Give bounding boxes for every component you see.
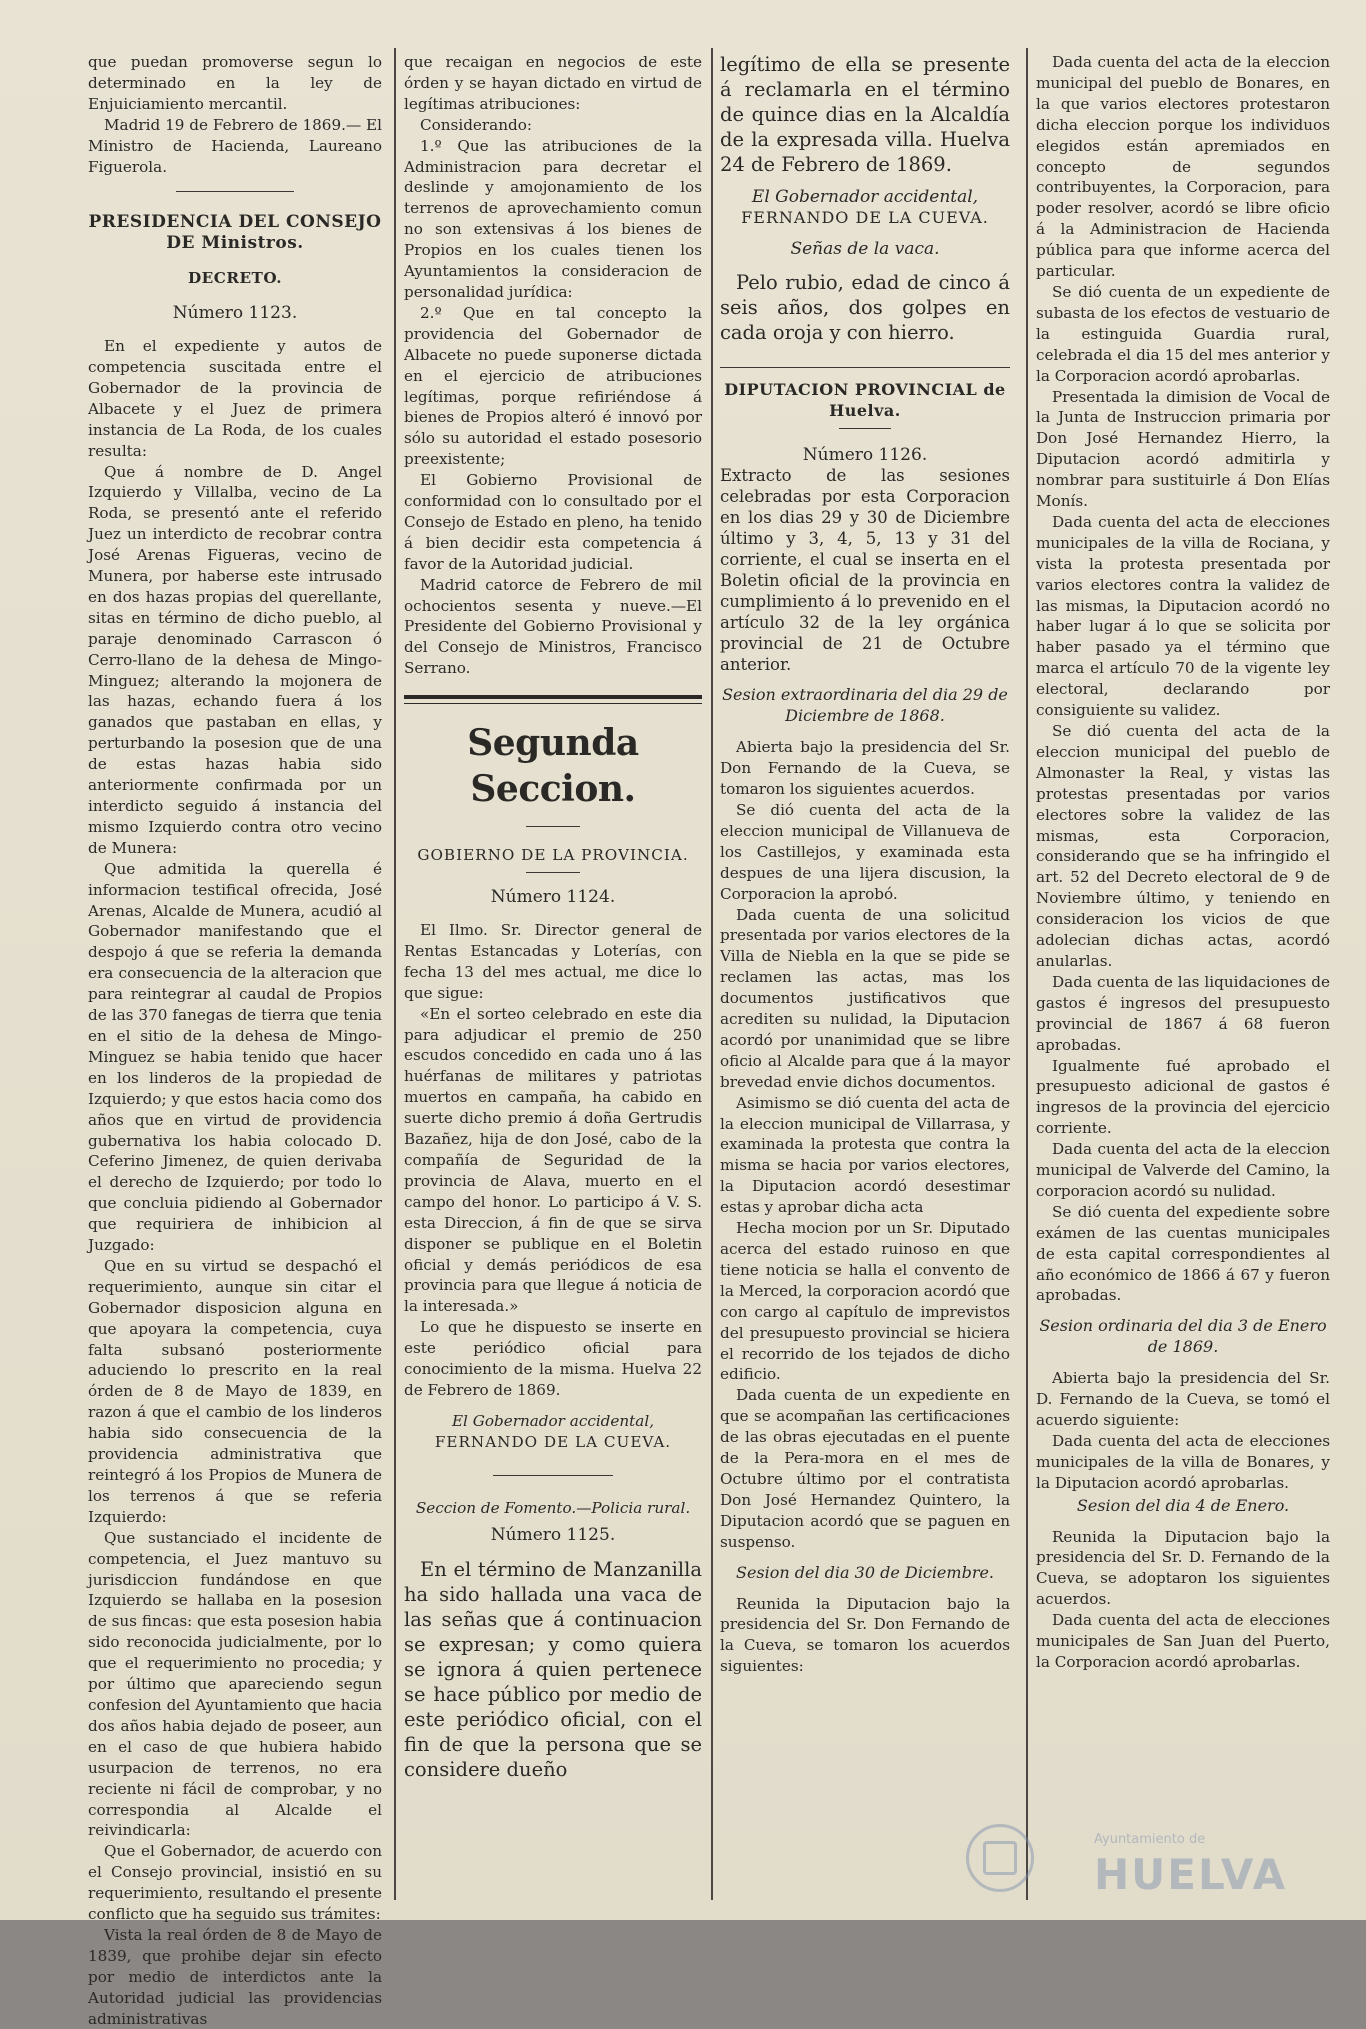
- column-4: [1036, 52, 1330, 1912]
- paragraph: En el expediente y autos de competencia suscitada entre el Gobernador de la provincia de Albacete y el Juez de primera instancia de La Roda, de los cuales resulta:: [88, 337, 382, 460]
- paragraph: 1.º Que las atribuciones de la Administracion para decretar el deslinde y amojonamiento de los terrenos de aprovechamiento comun no son extensivas á los bienes de Propios en los cuales tienen los Ayuntamientos la consideracion de personalidad jurídica:: [404, 136, 702, 301]
- paragraph: Abierta bajo la presidencia del Sr. D. Fernando de la Cueva, se tomó el acuerdo siguiente:: [1036, 1369, 1330, 1429]
- paragraph: Asimismo se dió cuenta del acta de la eleccion municipal de Villarrasa, y examinada la protesta que contra la misma se hacia por varios electores, la Diputacion acordó desestimar estas y aprobar dicha acta: [720, 1093, 1010, 1217]
- divider: [493, 1475, 612, 1476]
- divider: [176, 191, 294, 192]
- paragraph: El Ilmo. Sr. Director general de Rentas Estancadas y Loterías, con fecha 13 del mes actual, me dice lo que sigue:: [404, 921, 702, 1002]
- paragraph: Que á nombre de D. Angel Izquierdo y Villalba, vecino de La Roda, se presentó ante el referido Juez un interdicto de recobrar contra José Arenas Figueras, vecino de Munera, por haberse este intrusado en dos hazas propias del querellante, sitas en término de dicho pueblo, al paraje denominado Carrascon ó Cerro-llano de la dehesa de Mingo-Minguez; alterando la mojonera de las hazas, echando fuera á los ganados que pastaban en ellas, y perturbando la posesion que de una de estas hazas habia sido anteriormente confirmada por un interdicto seguido á instancia del mismo Izquierdo contra otro vecino de Munera:: [88, 462, 382, 857]
- session-heading: Sesion del dia 4 de Enero.: [1076, 1495, 1290, 1515]
- paragraph: legítimo de ella se presente á reclamarla en el término de quince dias en la Alcaldía de la expresada villa. Huelva 24 de Febrero de 1869.: [720, 53, 1010, 176]
- paragraph: Que el Gobernador, de acuerdo con el Consejo provincial, insistió en su requerimiento, resultando el presente conflicto que ha seguido sus trámites:: [88, 1842, 382, 1924]
- paragraph: Dada cuenta del acta de elecciones municipales de la villa de Bonares, y la Diputacion acordó aprobarlas.: [1036, 1431, 1330, 1492]
- seal-icon: [966, 1824, 1034, 1892]
- paragraph: Vista la real órden de 8 de Mayo de 1839, que prohibe dejar sin efecto por medio de interdictos ante la Autoridad judicial las providencias administrativas: [88, 1925, 382, 2028]
- session-heading: Sesion del dia 30 de Diciembre.: [735, 1562, 995, 1582]
- signature-title: El Gobernador accidental,: [751, 187, 979, 207]
- session-heading: Sesion ordinaria del dia 3 de Enero de 1869.: [1039, 1316, 1327, 1357]
- paragraph: Se dió cuenta de un expediente de subasta de los efectos de vestuario de la estinguida Guardia rural, celebrada el dia 15 del mes anterior y la Corporacion acordó aprobarlas.: [1036, 282, 1330, 385]
- paragraph: Reunida la Diputacion bajo la presidencia del Sr. Don Fernando de la Cueva, se tomaron los acuerdos siguientes:: [720, 1594, 1010, 1676]
- paragraph: Dada cuenta de una solicitud presentada por varios electores de la Villa de Niebla en la que se pide se reclamen las actas, mas los documentos justificativos que acrediten su nulidad, la Diputacion acordó por unanimidad que se libre oficio al Alcalde para que á la mayor brevedad envie dichos documentos.: [720, 905, 1010, 1091]
- column-3: [720, 52, 1010, 1912]
- considerando-label: Considerando:: [420, 115, 532, 134]
- section-title: Segunda Seccion.: [467, 722, 639, 811]
- signature-title: El Gobernador accidental,: [451, 1411, 655, 1430]
- paragraph: Que sustanciado el incidente de competencia, el Juez mantuvo su jurisdiccion fundándose en que Izquierdo se hallaba en la posesion de sus fincas: que esta posesion habia sido reconocida judicialmente, por lo que el requerimiento no procedia; y por último que apareciendo segun confesion del Ayuntamiento que hacia dos años habia dejado de poseer, aun en el caso de que hubiera habido usurpacion de terrenos, no era reciente ni fácil de comprobar, y no correspondia al Alcalde el reivindicarla:: [88, 1528, 382, 1840]
- subsection-heading: Seccion de Fomento.—Policia rural.: [415, 1498, 691, 1517]
- paragraph: Se dió cuenta del acta de la eleccion municipal de Villanueva de los Castillejos, y examinada esta despues de una lijera discusion, la Corporacion la aprobó.: [720, 800, 1010, 903]
- article-number: Número 1124.: [490, 887, 616, 908]
- paragraph: Presentada la dimision de Vocal de la Junta de Instruccion primaria por Don José Hernandez Hierro, la Diputacion acordó admitirla y nombrar para sustituirle á Don Elías Monís.: [1036, 387, 1330, 511]
- divider: [720, 367, 1010, 368]
- paragraph: Se dió cuenta del acta de la eleccion municipal del pueblo de Almonaster la Real, y vistas las protestas presentadas por varios electores sobre la validez de las mismas, esta Corporacion, considerando que se ha infringido el art. 52 del Decreto electoral de 9 de Noviembre último, y teniendo en consideracion los vicios de que adolecian dichas actas, acordó anularlas.: [1036, 722, 1330, 970]
- column-1: [88, 52, 382, 2028]
- section-heading: PRESIDENCIA DEL CONSEJO DE Ministros.: [88, 212, 382, 254]
- paragraph: Dada cuenta de un expediente en que se acompañan las certificaciones de las obras ejecutadas en el puente de la Pera-mora en el mes de Octubre último por el contratista Don José Hernandez Quintero, la Diputacion acordó que se paguen en suspenso.: [720, 1386, 1010, 1551]
- section-heading: DIPUTACION PROVINCIAL de Huelva.: [724, 379, 1006, 420]
- paragraph: 2.º Que en tal concepto la providencia del Gobernador de Albacete no puede suponerse dictada en el ejercicio de atribuciones legítimas, porque refiriéndose á bienes de Propios alteró é innovó por sólo su autoridad el estado posesorio preexistente;: [404, 303, 702, 469]
- paragraph: Dada cuenta del acta de la eleccion municipal de Valverde del Camino, la corporacion acordó su nulidad.: [1036, 1140, 1330, 1200]
- paragraph: Lo que he dispuesto se inserte en este periódico oficial para conocimiento de la misma. Huelva 22 de Febrero de 1869.: [404, 1318, 702, 1399]
- paragraph: que recaigan en negocios de este órden y se hayan dictado en virtud de legítimas atribuciones:: [404, 53, 702, 113]
- section-rule: [404, 695, 702, 699]
- date-line: Madrid 19 de Febrero de 1869.— El Ministro de Hacienda, Laureano Figuerola.: [88, 115, 382, 176]
- watermark-line2: HUELVA: [1094, 1850, 1288, 1899]
- divider: [526, 872, 580, 873]
- paragraph: Hecha mocion por un Sr. Diputado acerca del estado ruinoso en que tiene noticia se halla el convento de la Merced, la corporacion acordó que con cargo al capítulo de imprevistos del presupuesto provincial se hiciera el recorrido de los tejados de dicho edificio.: [720, 1219, 1010, 1384]
- paragraph: Dada cuenta del acta de elecciones municipales de la villa de Rociana, y vista la protesta presentada por varios electores contra la validez de las mismas, la Diputacion acordó no haber lugar á lo que se solicita por haber pasado ya el término que marca el artículo 70 de la vigente ley electoral, declarando por consiguiente su validez.: [1036, 512, 1330, 720]
- paragraph: En el término de Manzanilla ha sido hallada una vaca de las señas que á continuacion se expresan; y como quiera se ignora á quien pertenece se hace público por medio de este periódico oficial, con el fin de que la persona que se considere dueño: [404, 1558, 702, 1782]
- paragraph: Igualmente fué aprobado el presupuesto adicional de gastos é ingresos de la provincia del ejercicio corriente.: [1036, 1056, 1330, 1138]
- column-2: [404, 52, 702, 1912]
- paragraph: Que admitida la querella é informacion testifical ofrecida, José Arenas, Alcalde de Munera, acudió al Gobernador manifestando que el despojo á que se referia la demanda era consecuencia de la alteracion que para reintegrar al caudal de Propios de las 370 fanegas de tierra que tenia en el sitio de la dehesa de Mingo-Minguez se habia tenido que hacer en los linderos de la propiedad de Izquierdo; y que estos hacia como dos años que en virtud de providencia gubernativa los habia colocado D. Ceferino Jimenez, de quien derivaba el derecho de Izquierdo; por todo lo que concluia pidiendo al Gobernador que requiriera de inhibicion al Juzgado:: [88, 859, 382, 1255]
- paragraph: que puedan promoverse segun lo determinado en la ley de Enjuiciamiento mercantil.: [88, 53, 382, 113]
- article-number: Número 1126.: [802, 444, 928, 465]
- watermark-line1: Ayuntamiento de: [1094, 1832, 1206, 1847]
- government-heading: GOBIERNO DE LA PROVINCIA.: [417, 846, 689, 865]
- divider: [839, 428, 891, 429]
- paragraph: Reunida la Diputacion bajo la presidencia del Sr. D. Fernando de la Cueva, se adoptaron los siguientes acuerdos.: [1036, 1527, 1330, 1609]
- session-heading: Sesion extraordinaria del dia 29 de Diciembre de 1868.: [722, 685, 1008, 726]
- paragraph: Madrid catorce de Febrero de mil ochocientos sesenta y nueve.—El Presidente del Gobierno Provisional y del Consejo de Ministros, Francisco Serrano.: [404, 575, 702, 678]
- paragraph: Que en su virtud se despachó el requerimiento, aunque sin citar el Gobernador disposicion alguna en que apoyara la competencia, cuya falta subsanó posteriormente aduciendo lo prescrito en la real órden de 8 de Mayo de 1839, en razon á que el cambio de los linderos habia sido consecuencia de la providencia administrativa que reintegró á los Propios de Munera de los terrenos á que se referia Izquierdo:: [88, 1256, 382, 1526]
- article-number: Número 1125.: [490, 1524, 616, 1545]
- column-rule: [711, 48, 713, 1900]
- signature-name: FERNANDO DE LA CUEVA.: [741, 207, 989, 227]
- paragraph: El Gobierno Provisional de conformidad con lo consultado por el Consejo de Estado en pleno, ha tenido á bien decidir esta competencia á favor de la Autoridad judicial.: [404, 471, 702, 573]
- paragraph: Dada cuenta de las liquidaciones de gastos é ingresos del presupuesto provincial de 1867 á 68 fueron aprobadas.: [1036, 972, 1330, 1054]
- paragraph: «En el sorteo celebrado en este dia para adjudicar el premio de 250 escudos concedido en cada uno á las huérfanas de militares y patriotas muertos en campaña, ha cabido en suerte dicho premio á doña Gertrudis Bazañez, hija de don José, cabo de la compañía de Seguridad de la provincia de Alava, muerto en el campo del honor. Lo participo á V. S. esta Direccion, á fin de que se sirva disponer se publique en el Boletin oficial y demás periódicos de esa provincia para que llegue á noticia de la interesada.»: [404, 1004, 702, 1316]
- signature-name: FERNANDO DE LA CUEVA.: [434, 1432, 672, 1451]
- paragraph: Se dió cuenta del expediente sobre exámen de las cuentas municipales de esta capital correspondientes al año económico de 1866 á 67 y fueron aprobadas.: [1036, 1202, 1330, 1305]
- paragraph: Abierta bajo la presidencia del Sr. Don Fernando de la Cueva, se tomaron los siguientes acuerdos.: [720, 738, 1010, 799]
- divider: [526, 826, 580, 827]
- column-rule: [394, 48, 396, 1900]
- paragraph: Extracto de las sesiones celebradas por esta Corporacion en los dias 29 y 30 de Diciembre último y 3, 4, 5, 13 y 31 del corriente, el cual se inserta en el Boletin oficial de la provincia en cumplimiento á lo prevenido en el artículo 32 de la ley orgánica provincial de 21 de Octubre anterior.: [720, 466, 1010, 675]
- section-rule: [404, 703, 702, 704]
- column-rule: [1026, 48, 1028, 1900]
- decree-heading: DECRETO.: [188, 269, 282, 288]
- paragraph: Dada cuenta del acta de la eleccion municipal del pueblo de Bonares, en la que varios electores protestaron dicha eleccion porque los individuos elegidos están apremiados en concepto de segundos contribuyentes, la Corporacion, para poder resolver, acordó se libre oficio á la Administracion de Hacienda pública para que informe acerca del particular.: [1036, 53, 1330, 281]
- article-number: Número 1123.: [172, 303, 298, 324]
- paragraph: Pelo rubio, edad de cinco á seis años, dos golpes en cada oroja y con hierro.: [720, 270, 1010, 344]
- subsection-heading: Señas de la vaca.: [790, 238, 940, 259]
- paragraph: Dada cuenta del acta de elecciones municipales de San Juan del Puerto, la Corporacion acordó aprobarlas.: [1036, 1611, 1330, 1671]
- watermark: [1060, 1832, 1360, 1912]
